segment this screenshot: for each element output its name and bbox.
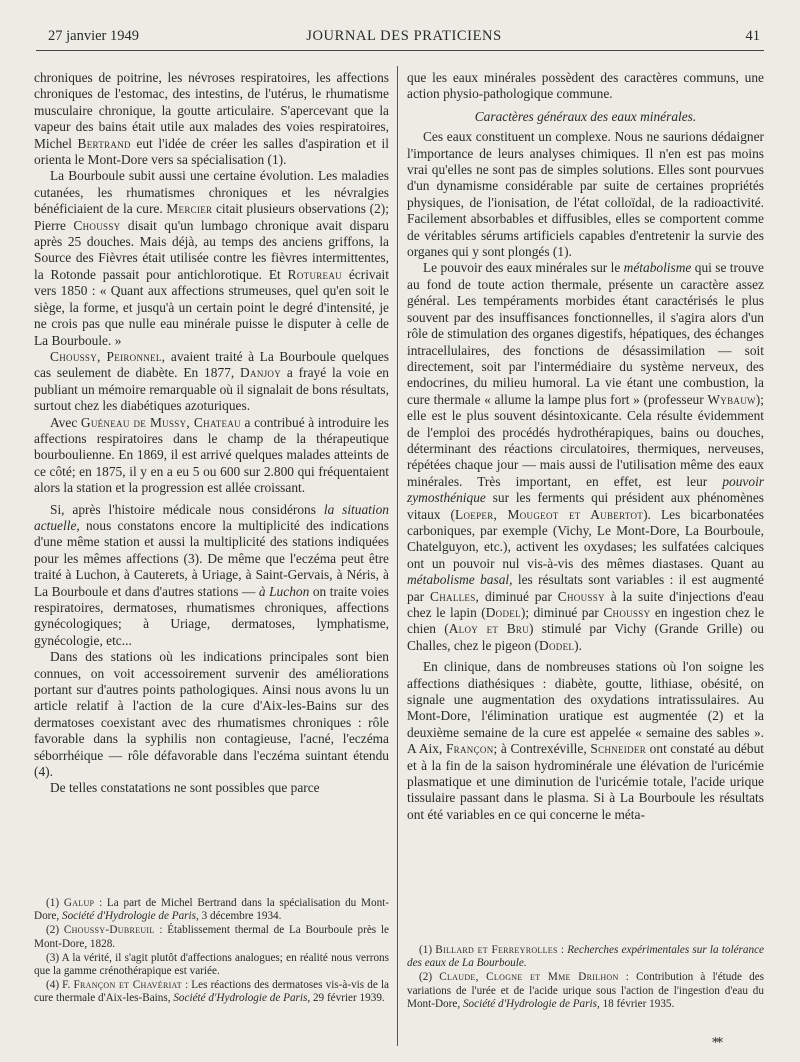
section-heading: Caractères généraux des eaux minérales.: [474, 108, 697, 124]
right-column: [407, 70, 764, 823]
paragraph: De telles constatations ne sont possibles que parce: [50, 780, 320, 796]
header-rule: [36, 50, 764, 51]
footnote: (1) Billard et Ferreyrolles : Recherches expérimentales sur la tolérance des eaux de La Bourboule.: [407, 944, 765, 970]
right-footnotes: [407, 944, 764, 1012]
paragraph: chroniques de poitrine, les névroses respiratoires, les affections chroniques de l'estomac, des intestins, de l'utérus, le rhumatisme musculaire chronique, la goutte articulaire. S'apercevant que la vapeur des bains était utile aux malades des voies respiratoires, Michel Bertrand eut l'idée de créer les salles d'aspiration et il orienta le Mont-Dore vers sa spécialisation (1).: [34, 70, 389, 168]
paragraph: que les eaux minérales possèdent des caractères communs, une action physio-pathologique commune.: [407, 70, 764, 102]
footnote: (2) Claude, Clogne et Mme Drilhon : Contribution à l'étude des variations de l'urée et de l'acide urique sous l'action de l'ingestion d'eau du Mont-Dore, Société d'Hydrologie de Paris, 18 février 1935.: [407, 971, 765, 1010]
paragraph: Avec Guéneau de Mussy, Chateau a contribué à introduire les affections respiratoires dans le champ de la thérapeutique bourboulienne. En 1869, il est arrivé quelques malades atteints de ce côté; en 1875, il y en a eu 5 ou 600 sur 2.800 qui fréquentaient alors la station et la progression est allée croissant.: [34, 414, 389, 496]
page-header: [48, 28, 760, 50]
issue-date: 27 janvier 1949: [48, 28, 140, 44]
paragraph: Si, après l'histoire médicale nous considérons la situation actuelle, nous constatons encore la multiplicité des indications d'une même station et aussi la multiplicité des stations indiquées pour les mêmes affections (3). De même que l'eczéma peut être traité à Luchon, à Cauterets, à Uriage, à Saint-Gervais, à Néris, à La Bourboule et dans d'autres stations — à Luchon on traite voies respiratoires, dermatoses, rhumatismes chroniques, affections gynécologiques; à Uriage, dermatoses, lymphatisme, gynécologie, etc...: [34, 501, 390, 648]
page-number: 41: [745, 28, 760, 44]
paragraph: Le pouvoir des eaux minérales sur le métabolisme qui se trouve au fond de toute action thermale, présente un caractère assez général. Les tempéraments morbides étant caractérisés le plus souvent par des insuffisances fonctionnelles, il s'agira alors d'un rôle de stimulation des organes digestifs, hépatiques, des échanges intracellulaires, des fonctions de désassimilation — soit directement, soit par l'intermédiaire du système nerveux, des endocrines, du milieu humoral. La vie étant une combustion, la cure thermale « allume la lampe plus fort » (professeur Wybauw); elle est le plus souvent désintoxicante. Cela résulte évidemment de l'emploi des procédés hydrothérapiques, bains ou douches, déterminant des réactions circulatoires, thermiques, nerveuses, répétées chaque jour — mais aussi de l'utilisation même des eaux minérales. Très important, en effet, est leur pouvoir zymosthénique sur les ferments qui président aux phénomènes vitaux (Loeper, Mougeot et Aubertot). Les bicarbonatées carboniques, par exemple (Vichy, Le Mont-Dore, La Bourboule, Chatelguyon, etc.), activent les oxydases; les sulfatées calciques ont un pouvoir nul vis-à-vis des mêmes diastases. Quant au métabolisme basal, les résultats sont variables : il est augmenté par Challes, diminué par Choussy à la suite d'injections d'eau chez le lapin (Dodel); diminué par Choussy en ingestion chez le chien (Aloy et Bru) stimulé par Vichy (Grande Grille) ou Challes, chez le pigeon (Dodel).: [407, 260, 765, 653]
paragraph: En clinique, dans de nombreuses stations où l'on soigne les affections diathésiques : diabète, goutte, lithiase, obésité, on signale une augmentation des oxydations intratissulaires. Au Mont-Dore, l'élimination uratique est augmentée (2) et la deuxième semaine de la cure est appelée « semaine des sables ». A Aix, Françon; à Contrexéville, Schneider ont constaté au début et à la fin de la saison hydrominérale une élévation de l'uricémie plasmatique et une diminution de l'uricémie totale, l'acide urique tissulaire passant dans le plasma. Si à La Bourboule les résultats ont été variables en ce qui concerne le méta-: [407, 659, 764, 822]
printer-mark: **: [712, 1036, 721, 1051]
paragraph: Choussy, Peironnel, avaient traité à La Bourboule quelques cas seulement de diabète. En 1877, Danjoy a frayé la voie en publiant un mémoire remarquable où il signalait de bons résultats, surtout chez les diabétiques azoturiques.: [34, 348, 389, 414]
paragraph: Dans des stations où les indications principales sont bien connues, on voit accessoirement survenir des améliorations portant sur d'autres points pathologiques. Ainsi nous avons lu un article relatif à l'action de la cure d'Aix-les-Bains sur des dermatoses coexistant avec des rhumatismes chroniques : rôle favorable dans la syphilis non contagieuse, l'acné, l'eczéma séborrhéique — rôle défavorable dans l'eczéma suintant étendu (4).: [34, 649, 389, 780]
journal-title: JOURNAL DES PRATICIENS: [306, 28, 502, 44]
column-divider: [397, 66, 398, 1046]
paragraph: La Bourboule subit aussi une certaine évolution. Les maladies cutanées, les rhumatismes chroniques et les névralgies bénéficiaient de la cure. Mercier citait plusieurs observations (2); Pierre Choussy disait qu'un lumbago chronique avait disparu après 25 douches. Mais déjà, au temps des anciens griffons, la Source des Fièvres était utilisée contre les fièvres intermittentes, la Rotonde passait pour antichlorotique. Et Rotureau écrivait vers 1850 : « Quant aux affections strumeuses, quel qu'en soit le siège, la forme, et jusqu'à un certain point le degré d'intensité, je ne crois pas que nulle eau minérale puisse le disputer à celle de La Bourboule. »: [34, 168, 389, 348]
footnote: (1) Galup : La part de Michel Bertrand dans la spécialisation du Mont-Dore, Société d'Hydrologie de Paris, 3 décembre 1934.: [34, 897, 389, 923]
footnote: (3) A la vérité, il s'agit plutôt d'affections analogues; en réalité nous verrons que la gamme crénothérapique est variée.: [34, 951, 389, 978]
left-column: [34, 70, 389, 797]
footnote: (2) Choussy-Dubreuil : Établissement thermal de La Bourboule près le Mont-Dore, 1828.: [34, 924, 390, 950]
footnote: (4) F. Françon et Chavériat : Les réactions des dermatoses vis-à-vis de la cure thermale d'Aix-les-Bains, Société d'Hydrologie de Paris, 29 février 1939.: [34, 979, 390, 1005]
paragraph: Ces eaux constituent un complexe. Nous ne saurions dédaigner l'importance de leurs analyses chimiques. Il n'en est pas moins vrai qu'elles ne sont pas de simples solutions. Elles sont pourvues d'un dynamisme considérable par suite de certaines propriétés physiques, de l'ionisation, de l'état colloïdal, de la radioactivité. Facilement absorbables et diffusibles, elles se comportent comme de véritables sérums artificiels capables d'entretenir la survie des organes qui y sont plongés (1).: [407, 129, 764, 260]
left-footnotes: [34, 897, 389, 1007]
